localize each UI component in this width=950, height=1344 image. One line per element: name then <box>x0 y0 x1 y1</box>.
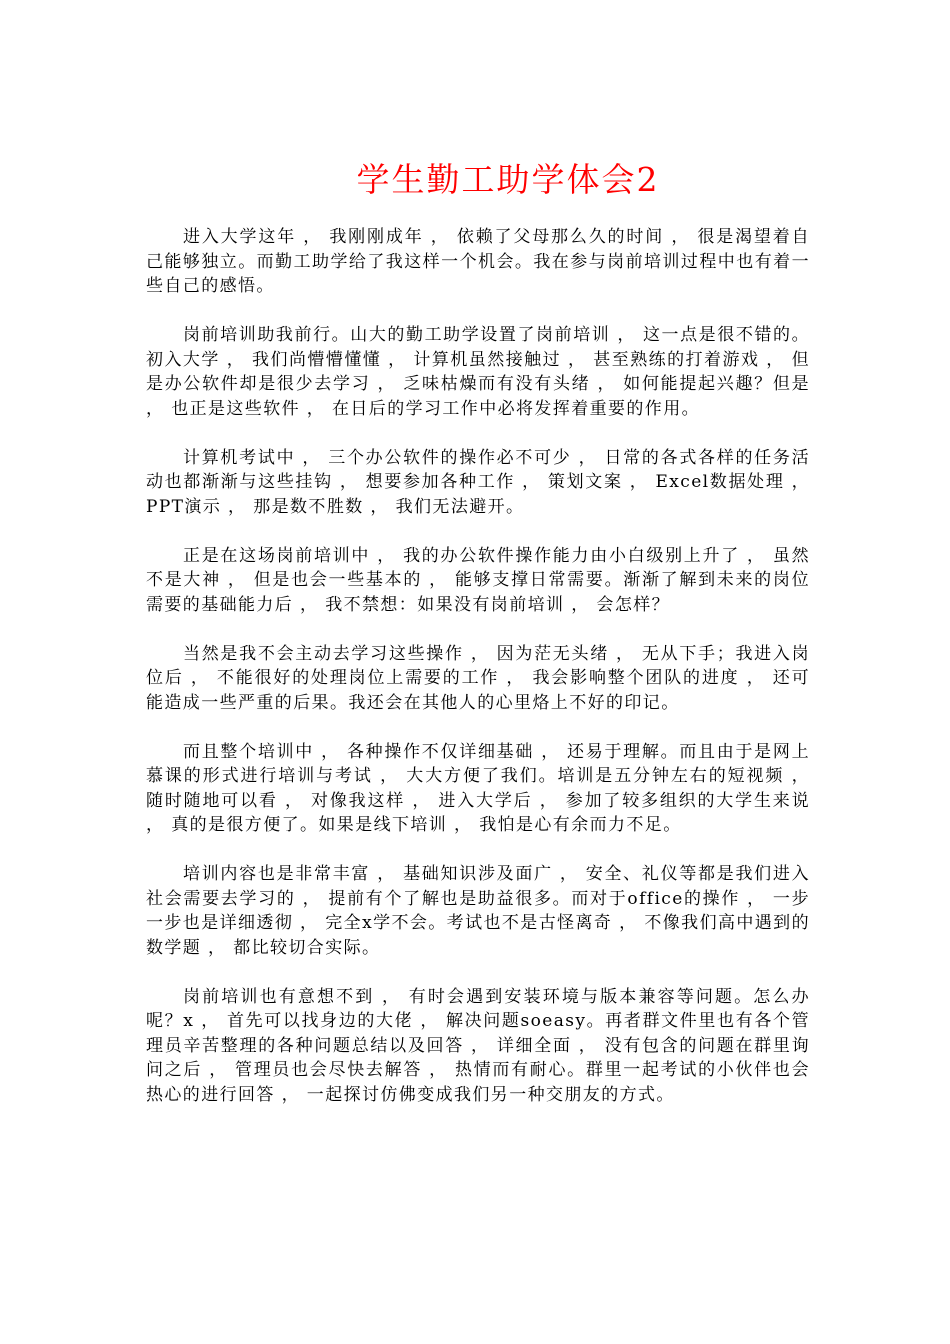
document-title: 学生勤工助学体会2 <box>356 160 660 199</box>
paragraph: 而且整个培训中 ， 各种操作不仅详细基础 ， 还易于理解。而且由于是网上慕课的形式进行培训与考试 ， 大大方便了我们。培训是五分钟左右的短视频 ， 随时随地可以看 ， 对像我这样 ， 进入大学后 ， 参加了较多组织的大学生来说 ， 真的是很方便了。如果是线下培训 ， 我怕是心有余而力不足。 <box>146 741 810 835</box>
paragraph: 岗前培训也有意想不到 ， 有时会遇到安装环境与版本兼容等问题。怎么办呢？x ， 首先可以找身边的大佬 ， 解决问题soeasy。再者群文件里也有各个管理员辛苦整理的各种问题总结以及回答 ， 详细全面 ， 没有包含的问题在群里询问之后 ， 管理员也会尽快去解答 ， 热情而有耐心。群里一起考试的小伙伴也会热心的进行回答 ， 一起探讨仿佛变成我们另一种交朋友的方式。 <box>146 986 810 1105</box>
paragraph: 当然是我不会主动去学习这些操作 ， 因为茫无头绪 ， 无从下手；我进入岗位后 ， 不能很好的处理岗位上需要的工作 ， 我会影响整个团队的进度 ， 还可能造成一些严重的后果。我还会在其他人的心里烙上不好的印记。 <box>146 643 810 713</box>
paragraph: 计算机考试中 ， 三个办公软件的操作必不可少 ， 日常的各式各样的任务活动也都渐渐与这些挂钩 ， 想要参加各种工作 ， 策划文案 ， Excel数据处理 ， PPT演示 ， 那是数不胜数 ， 我们无法避开。 <box>146 447 810 517</box>
paragraph: 岗前培训助我前行。山大的勤工助学设置了岗前培训 ， 这一点是很不错的。初入大学 ， 我们尚懵懵懂懂 ， 计算机虽然接触过 ， 甚至熟练的打着游戏 ， 但是办公软件却是很少去学习 ， 乏味枯燥而有没有头绪 ， 如何能提起兴趣？但是 ， 也正是这些软件 ， 在日后的学习工作中必将发挥着重要的作用。 <box>146 325 810 419</box>
document-body <box>146 225 810 1132</box>
paragraph: 进入大学这年 ， 我刚刚成年 ， 依赖了父母那么久的时间 ， 很是渴望着自己能够独立。而勤工助学给了我这样一个机会。我在参与岗前培训过程中也有着一些自己的感悟。 <box>146 227 810 296</box>
paragraph: 正是在这场岗前培训中 ， 我的办公软件操作能力由小白级别上升了 ， 虽然不是大神 ， 但是也会一些基本的 ， 能够支撑日常需要。渐渐了解到未来的岗位需要的基础能力后 ， 我不禁想：如果没有岗前培训 ， 会怎样？ <box>146 545 810 615</box>
paragraph: 培训内容也是非常丰富 ， 基础知识涉及面广 ， 安全、礼仪等都是我们进入社会需要去学习的 ， 提前有个了解也是助益很多。而对于office的操作 ， 一步一步也是详细透彻 ， 完全x学不会。考试也不是古怪离奇 ， 不像我们高中遇到的数学题 ， 都比较切合实际。 <box>146 864 810 958</box>
